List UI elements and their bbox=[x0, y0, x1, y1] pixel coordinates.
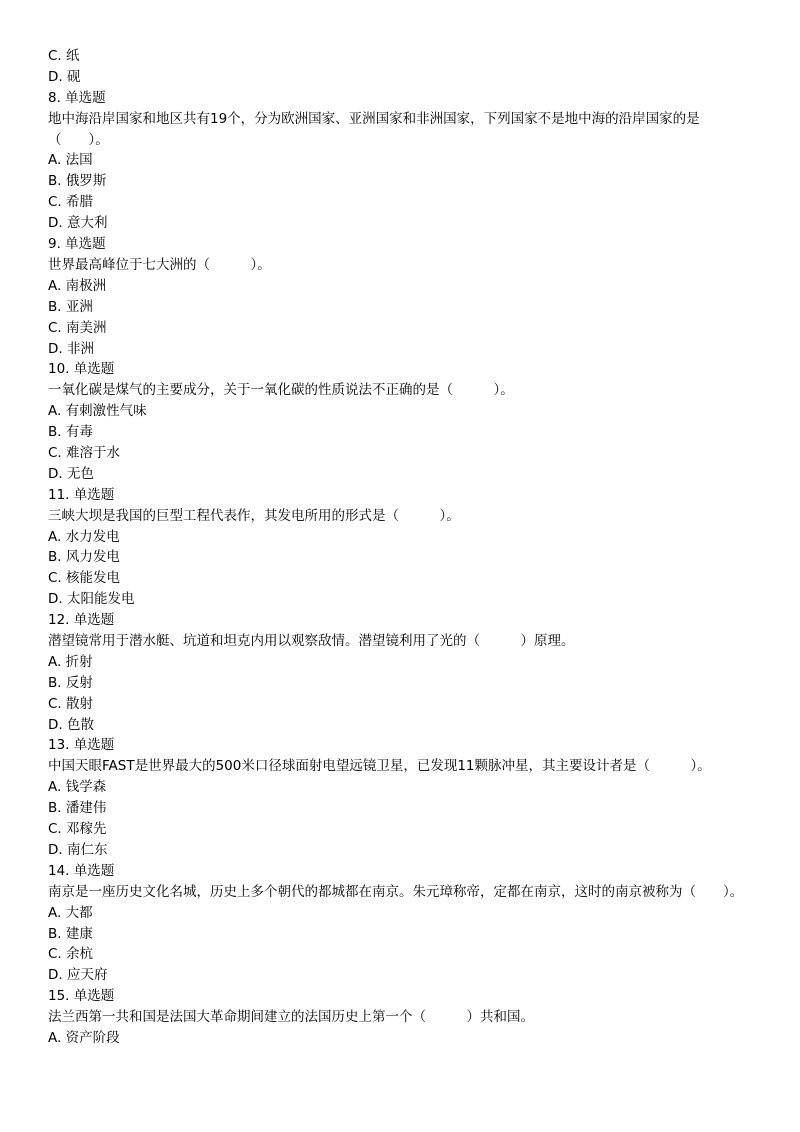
answer-option: C. 邓稼先 bbox=[48, 821, 107, 838]
answer-option: A. 钱学森 bbox=[48, 779, 107, 796]
answer-option: D. 南仁东 bbox=[48, 841, 108, 858]
question-block bbox=[48, 88, 760, 234]
question-number: 15. 单选题 bbox=[48, 988, 115, 1005]
answer-option: C. 核能发电 bbox=[48, 570, 121, 587]
answer-option: B. 亚洲 bbox=[48, 298, 93, 315]
question-stem: 地中海沿岸国家和地区共有19个，分为欧洲国家、亚洲国家和非洲国家，下列国家不是地中海的沿岸国家的是（ ）。 bbox=[48, 110, 700, 148]
answer-option: B. 建康 bbox=[48, 925, 93, 942]
answer-option: C. 南美洲 bbox=[48, 319, 107, 336]
question-stem: 南京是一座历史文化名城，历史上多个朝代的都城都在南京。朱元璋称帝，定都在南京，这时的南京被称为（ ）。 bbox=[48, 883, 744, 900]
question-block bbox=[48, 359, 760, 484]
answer-option: D. 意大利 bbox=[48, 215, 108, 232]
question-number: 8. 单选题 bbox=[48, 89, 106, 106]
answer-option: C. 余杭 bbox=[48, 946, 94, 963]
question-block bbox=[48, 735, 760, 860]
question-block bbox=[48, 861, 760, 986]
answer-option: D. 色散 bbox=[48, 716, 94, 733]
lead-option: C. 纸 bbox=[48, 48, 80, 64]
answer-option: A. 法国 bbox=[48, 152, 93, 169]
answer-option: B. 风力发电 bbox=[48, 549, 120, 566]
answer-option: D. 太阳能发电 bbox=[48, 591, 135, 608]
question-block bbox=[48, 610, 760, 735]
answer-option: C. 希腊 bbox=[48, 194, 94, 211]
answer-option: B. 有毒 bbox=[48, 424, 93, 441]
question-list bbox=[48, 88, 760, 1049]
question-number: 11. 单选题 bbox=[48, 486, 115, 503]
question-stem: 中国天眼FAST是世界最大的500米口径球面射电望远镜卫星，已发现11颗脉冲星，其主要设计者是（ ）。 bbox=[48, 758, 711, 775]
question-stem: 三峡大坝是我国的巨型工程代表作，其发电所用的形式是（ ）。 bbox=[48, 507, 460, 524]
question-block bbox=[48, 485, 760, 610]
answer-option: B. 俄罗斯 bbox=[48, 173, 107, 190]
question-stem: 法兰西第一共和国是法国大革命期间建立的法国历史上第一个（ ）共和国。 bbox=[48, 1009, 534, 1026]
document-page bbox=[48, 46, 760, 1049]
question-number: 10. 单选题 bbox=[48, 361, 115, 378]
answer-option: A. 水力发电 bbox=[48, 528, 120, 545]
question-block bbox=[48, 234, 760, 359]
answer-option: B. 潘建伟 bbox=[48, 800, 107, 817]
answer-option: B. 反射 bbox=[48, 674, 93, 691]
answer-option: A. 折射 bbox=[48, 653, 93, 670]
answer-option: C. 散射 bbox=[48, 695, 94, 712]
question-number: 13. 单选题 bbox=[48, 737, 115, 754]
question-block bbox=[48, 986, 760, 1049]
answer-option: D. 应天府 bbox=[48, 967, 108, 984]
answer-option: A. 大都 bbox=[48, 904, 93, 921]
question-stem: 潜望镜常用于潜水艇、坑道和坦克内用以观察敌情。潜望镜利用了光的（ ）原理。 bbox=[48, 633, 575, 650]
question-number: 9. 单选题 bbox=[48, 236, 106, 253]
answer-option: C. 难溶于水 bbox=[48, 444, 121, 461]
answer-option: A. 有刺激性气味 bbox=[48, 403, 147, 420]
question-stem: 世界最高峰位于七大洲的（ ）。 bbox=[48, 256, 271, 273]
answer-option: A. 南极洲 bbox=[48, 277, 107, 294]
question-stem: 一氧化碳是煤气的主要成分，关于一氧化碳的性质说法不正确的是（ ）。 bbox=[48, 382, 514, 399]
question-number: 14. 单选题 bbox=[48, 862, 115, 879]
question-number: 12. 单选题 bbox=[48, 612, 115, 629]
lead-option: D. 砚 bbox=[48, 68, 81, 85]
answer-option: A. 资产阶段 bbox=[48, 1030, 120, 1046]
answer-option: D. 无色 bbox=[48, 465, 94, 482]
answer-option: D. 非洲 bbox=[48, 340, 94, 357]
